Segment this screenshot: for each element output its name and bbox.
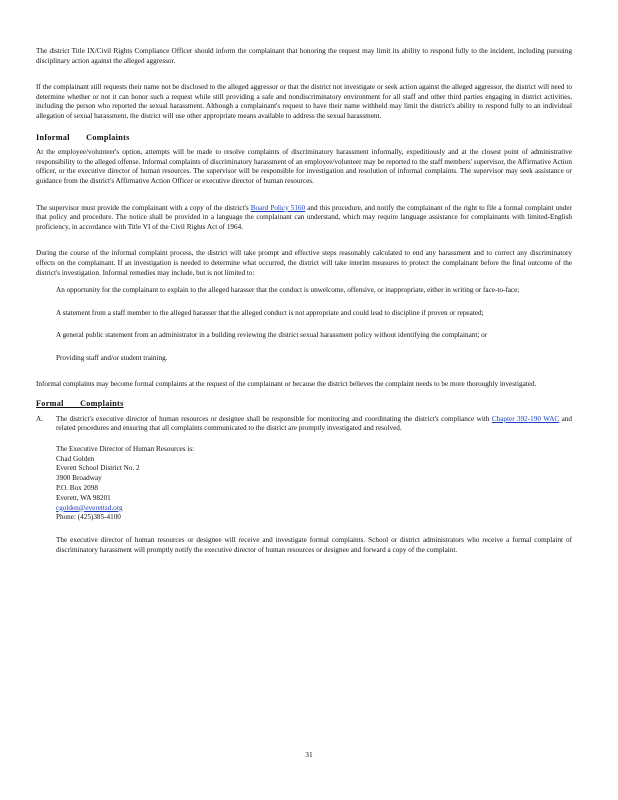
contact-po-box: P.O. Box 2098 bbox=[56, 484, 98, 493]
formal-item-text-start: The district's executive director of human resources or designee shall be responsible for monitoring and coordinating the district's compliance with bbox=[56, 414, 490, 423]
bullet-text: A general public statement from an administrator in a building reviewing the district sexual harassment policy without identifying the complainant; or bbox=[56, 331, 488, 340]
informal-paragraph-2-start: The supervisor must provide the complainant with a copy of the district's bbox=[36, 203, 249, 212]
list-item bbox=[36, 331, 572, 341]
page-number: 31 bbox=[305, 750, 313, 759]
intro-paragraph-2: If the complainant still requests their name not be disclosed to the alleged aggressor or that the district not investigate or seek action against the alleged aggressor, the district will need to determine whether or not it can honor such a request while still providing a safe and nondiscriminatory environment for all staff and other third parties engaging in district activities, including the person who reported the sexual harassment. Although a complainant's request to have their name withheld may limit the district's ability to respond fully to an individual allegation of sexual harassment, the district will use other appropriate means available to address the sexual harassment. bbox=[36, 83, 572, 120]
bullet-text: Providing staff and/or student training. bbox=[56, 353, 168, 362]
formal-item-a bbox=[36, 415, 572, 434]
contact-street: 3900 Broadway bbox=[56, 474, 102, 483]
contact-email-link[interactable]: cgolden@everettsd.org bbox=[56, 503, 123, 512]
wac-chapter-link[interactable]: Chapter 392-190 WAC bbox=[491, 414, 560, 423]
bullet-text: An opportunity for the complainant to explain to the alleged harasser that the conduct is unwelcome, offensive, or inappropriate, either in writing or face-to-face; bbox=[56, 286, 520, 295]
informal-paragraph-1: At the employee/volunteer's option, attempts will be made to resolve complaints of discriminatory harassment informally, expeditiously and at the closest point of administrative responsibility to the alleged offense. Informal complaints of discriminatory harassment of an employee/volunteer may be reported to the staff members' supervisor, the Affirmative Action officer, or the executive director of human resources. The supervisor will be responsible for investigation and resolution of informal complaints. The supervisor may seek assistance or guidance from the district's Affirmative Action Officer or executive director of human resources. bbox=[36, 148, 572, 185]
contact-city: Everett, WA 98201 bbox=[56, 493, 111, 502]
bullet-text: A statement from a staff member to the alleged harasser that the alleged conduct is not appropriate and could lead to discipline if proven or repeated; bbox=[56, 308, 484, 317]
item-label: A. bbox=[36, 414, 43, 423]
list-item bbox=[36, 309, 572, 319]
formal-closing-paragraph: The executive director of human resources or designee will receive and investigate formal complaints. School or district administrators who receive a formal complaint of discriminatory harassment will promptly notify the executive director of human resources or designee and forward a copy of the complaint. bbox=[56, 536, 572, 554]
informal-paragraph-2-end: and this procedure, and notify the complainant of the right to file a formal complaint under that policy and procedure. The notice shall be provided in a language the complainant can understand, which may require language assistance for complainants with limited-English proficiency, in accordance with Title VI of the Civil Rights Act of 1964. bbox=[36, 203, 573, 231]
formal-item-text bbox=[56, 415, 572, 434]
list-item bbox=[36, 354, 572, 364]
content-column bbox=[36, 47, 572, 555]
informal-paragraph-4: Informal complaints may become formal complaints at the request of the complainant or because the district believes the complaint needs to be more thoroughly investigated. bbox=[36, 380, 537, 389]
board-policy-link[interactable]: Board Policy 5160 bbox=[250, 203, 306, 212]
intro-paragraph-1: The district Title IX/Civil Rights Compliance Officer should inform the complainant that honoring the request may limit its ability to respond fully to the incident, including pursuing disciplinary action against the alleged aggressor. bbox=[36, 47, 572, 65]
formal-item-text-end: and related procedures and ensuring that all complaints communicated to the district are promptly investigated and resolved. bbox=[56, 414, 572, 433]
formal-complaints-heading: Formal Complaints bbox=[36, 399, 124, 409]
contact-phone: Phone: (425)385-4100 bbox=[56, 513, 121, 522]
contact-organization: Everett School District No. 2 bbox=[56, 464, 140, 473]
list-item bbox=[36, 286, 572, 296]
informal-paragraph-2 bbox=[36, 204, 572, 233]
contact-intro: The Executive Director of Human Resources is: bbox=[56, 444, 195, 453]
contact-block bbox=[56, 445, 572, 523]
contact-name: Chad Golden bbox=[56, 454, 95, 463]
informal-complaints-heading: Informal Complaints bbox=[36, 132, 130, 142]
informal-paragraph-3: During the course of the informal complaint process, the district will take prompt and effective steps reasonably calculated to end any harassment and to correct any discriminatory effects on the complainant. If an investigation is needed to determine what occurred, the district will take interim measures to protect the complainant before the final outcome of the district's investigation. Informal remedies may include, but is not limited to: bbox=[36, 249, 572, 277]
